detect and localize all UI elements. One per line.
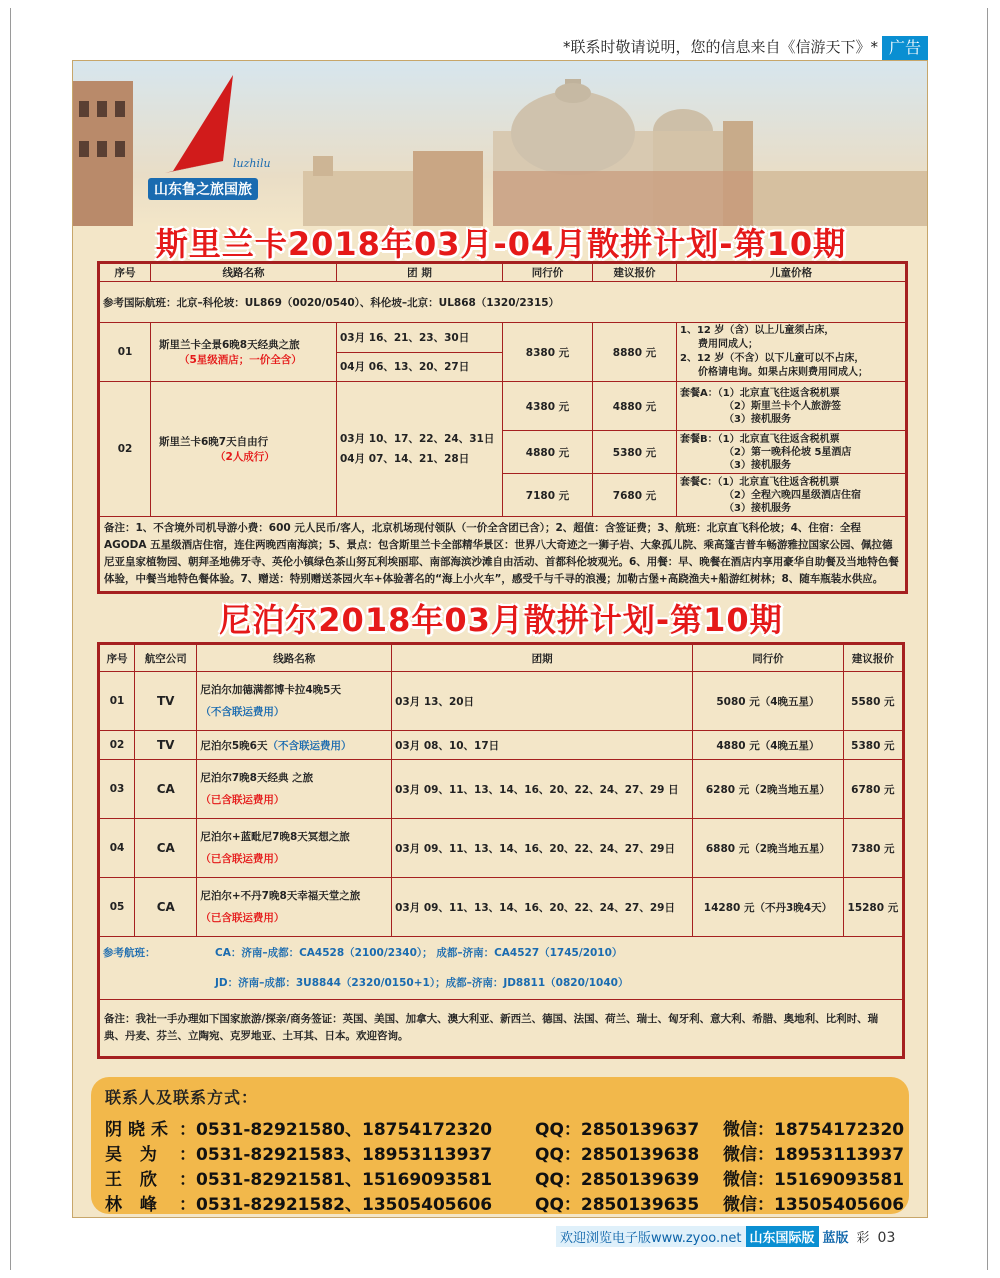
contact-row	[105, 1165, 905, 1190]
package-a	[677, 382, 907, 431]
col-header: 建议报价	[593, 263, 677, 282]
contact-row	[105, 1115, 905, 1140]
flight-ref-row	[99, 937, 904, 1000]
row-number: 05	[99, 878, 135, 937]
flight-line	[103, 938, 899, 968]
route-cell	[197, 878, 392, 937]
contact-qq: QQ：2850139635	[535, 1195, 700, 1215]
peer-price: 8380 元	[503, 323, 593, 382]
airline: TV	[135, 672, 197, 731]
table-row	[99, 382, 907, 431]
child-price-cell	[677, 323, 907, 382]
table-row	[99, 760, 904, 819]
contact-qq: QQ：2850139638	[535, 1145, 700, 1165]
row-number: 04	[99, 819, 135, 878]
ad-tag: 广告	[882, 36, 928, 60]
route-cell	[151, 323, 337, 382]
col-header: 线路名称	[197, 644, 392, 672]
col-header: 序号	[99, 644, 135, 672]
suggest-price: 5580 元	[843, 672, 903, 731]
nepal-table	[97, 642, 905, 1059]
route-cell	[197, 731, 392, 760]
contact-name: 吴 为	[105, 1145, 163, 1165]
airline: CA	[135, 819, 197, 878]
peer-price: 5080 元（4晚五星）	[693, 672, 844, 731]
route-sub: （2人成行）	[215, 451, 275, 463]
peer-price: 14280 元（不丹3晚4天）	[693, 878, 844, 937]
ad-card	[72, 60, 928, 1218]
route-sub: （已含联运费用）	[200, 912, 285, 924]
suggest-price: 5380 元	[593, 431, 677, 474]
package-line: 套餐C：（1）北京直飞往返含税机票	[680, 476, 840, 488]
flight-label: 参考航班：	[103, 947, 156, 959]
col-header: 同行价	[693, 644, 844, 672]
contact-wechat: 微信：13505405606	[723, 1195, 905, 1215]
row-number: 01	[99, 323, 151, 382]
footer-section: 山东国际版	[746, 1226, 819, 1247]
route-name: 尼泊尔7晚8天经典 之旅	[200, 772, 314, 784]
route-cell	[197, 819, 392, 878]
route-sub: （不含联运费用）	[200, 706, 285, 718]
route-sub: （5星级酒店；一价全含）	[179, 354, 302, 366]
footer-edition: 蓝版	[822, 1231, 849, 1246]
suggest-price: 8880 元	[593, 323, 677, 382]
row-number: 02	[99, 731, 135, 760]
package-line: （3）接机服务	[724, 413, 791, 425]
flight-ca: CA：济南–成都：CA4528（2100/2340）； 成都–济南：CA4527（1745/2010）	[215, 947, 623, 959]
page-footer	[556, 1226, 899, 1246]
date-line: 04月 07、14、21、28日	[340, 453, 470, 465]
col-header: 建议报价	[843, 644, 903, 672]
row-number: 03	[99, 760, 135, 819]
remark-row	[99, 1000, 904, 1058]
row-number: 02	[99, 382, 151, 517]
contact-phone: ：0531-82921580、18754172320	[179, 1120, 493, 1140]
col-header: 同行价	[503, 263, 593, 282]
peer-price: 4880 元	[503, 431, 593, 474]
contact-wechat: 微信：15169093581	[723, 1170, 905, 1190]
suggest-price: 15280 元	[843, 878, 903, 937]
package-line: （3）接机服务	[724, 459, 791, 471]
contact-qq: QQ：2850139637	[535, 1120, 700, 1140]
suggest-price: 7380 元	[843, 819, 903, 878]
route-sub: （不含联运费用）	[267, 739, 352, 752]
route-sub: （已含联运费用）	[200, 853, 285, 865]
route-name: 尼泊尔5晚6天	[200, 739, 268, 752]
child-note: 费用同成人；	[698, 339, 758, 350]
flight-ref-cell	[99, 937, 904, 1000]
suggest-price: 4880 元	[593, 382, 677, 431]
route-name: 尼泊尔加德满都博卡拉4晚5天	[200, 684, 341, 696]
child-note: 价格请电询。如果占床则费用同成人；	[698, 367, 868, 378]
peer-price: 6280 元（2晚当地五星）	[693, 760, 844, 819]
route-name: 斯里兰卡6晚7天自由行	[159, 436, 269, 448]
city-skyline-illustration	[73, 61, 928, 226]
airline: CA	[135, 760, 197, 819]
col-header: 团 期	[337, 263, 503, 282]
contact-qq: QQ：2850139639	[535, 1170, 700, 1190]
contact-name: 阴晓禾	[105, 1120, 174, 1140]
airline: CA	[135, 878, 197, 937]
nepal-remark: 备注：我社一手办理如下国家旅游/探亲/商务签证：英国、美国、加拿大、澳大利亚、新西兰、德国、法国、荷兰、瑞士、匈牙利、意大利、希腊、奥地利、比利时、瑞典、丹麦、芬兰、立陶宛、克罗地亚、土耳其、日本。欢迎咨询。	[99, 1000, 904, 1058]
package-b	[677, 431, 907, 474]
package-line: 套餐B：（1）北京直飞往返含税机票	[680, 433, 840, 445]
date-line: 03月 10、17、22、24、31日	[340, 433, 495, 445]
route-cell	[197, 672, 392, 731]
flight-jd: JD：济南–成都：3U8844（2320/0150+1）；成都–济南：JD8811（0820/1040）	[215, 977, 629, 989]
date-cell: 03月 08、10、17日	[392, 731, 693, 760]
contact-name: 林 峰	[105, 1195, 163, 1215]
suggest-price: 6780 元	[843, 760, 903, 819]
package-line: （3）接机服务	[724, 502, 791, 514]
peer-price: 4380 元	[503, 382, 593, 431]
srilanka-remark: 备注：1、不含境外司机导游小费：600 元人民币/客人，北京机场现付领队（一价全含团已含）；2、超值：含签证费；3、航班：北京直飞科伦坡；4、住宿：全程 AGODA 五星级酒店住宿，连住两晚西南海滨；5、景点：包含斯里兰卡全部精华景区：世界八大奇迹之一狮子岩、大象孤儿院、乘高篷吉普车畅游雅拉国家公园、佩拉德尼亚皇家植物园、朝拜圣地佛牙寺、英伦小镇绿色茶山努瓦利埃丽耶、南部海滨沙滩自由活动、首都科伦坡观光。6、用餐：早、晚餐在酒店内享用豪华自助餐及当地特色餐体验，中餐当地特色餐体验。7、赠送：特别赠送茶园火车+体验著名的“海上小火车”，感受千与千寻的浪漫；加勒古堡+高跷渔夫+船游红树林；8、随车瓶装水供应。	[99, 517, 907, 593]
package-line: （2）斯里兰卡个人旅游签	[724, 400, 841, 412]
child-note: 2、12 岁（不含）以下儿童可以不占床，	[680, 353, 865, 364]
table-row	[99, 672, 904, 731]
route-cell	[197, 760, 392, 819]
col-header: 儿童价格	[677, 263, 907, 282]
airline: TV	[135, 731, 197, 760]
contact-row	[105, 1190, 905, 1215]
col-header: 团期	[392, 644, 693, 672]
table-row	[99, 323, 907, 353]
remark-row	[99, 517, 907, 593]
date-cell: 03月 09、11、13、14、16、20、22、24、27、29 日	[392, 760, 693, 819]
route-sub: （已含联运费用）	[200, 794, 285, 806]
route-cell	[151, 382, 337, 517]
contact-phone: ：0531-82921582、13505405606	[179, 1195, 493, 1215]
srilanka-table	[97, 261, 908, 594]
flight-ref: 参考国际航班：北京–科伦坡：UL869（0020/0540）、科伦坡–北京：UL868（1320/2315）	[99, 282, 907, 323]
package-line: 套餐A：（1）北京直飞往返含税机票	[680, 387, 840, 399]
brand-logo-name: 山东鲁之旅国旅	[148, 178, 258, 200]
package-line: （2）第一晚科伦坡 5星酒店	[724, 446, 852, 458]
child-note: 1、12 岁（含）以上儿童须占床，	[680, 325, 835, 336]
date-cell: 03月 09、11、13、14、16、20、22、24、27、29日	[392, 819, 693, 878]
flight-ref-row	[99, 282, 907, 323]
table-header-row	[99, 263, 907, 282]
date-cell: 03月 16、21、23、30日	[337, 323, 503, 353]
footer-color: 彩	[856, 1231, 870, 1246]
suggest-price: 5380 元	[843, 731, 903, 760]
contact-wechat: 微信：18754172320	[723, 1120, 905, 1140]
date-cell: 03月 09、11、13、14、16、20、22、24、27、29日	[392, 878, 693, 937]
contact-name: 王 欣	[105, 1170, 163, 1190]
route-name: 尼泊尔+不丹7晚8天幸福天堂之旅	[200, 890, 361, 902]
table-row	[99, 878, 904, 937]
srilanka-title: 斯里兰卡2018年03月-04月散拼计划-第10期	[155, 225, 847, 263]
table-row	[99, 819, 904, 878]
peer-price: 4880 元（4晚五星）	[693, 731, 844, 760]
footer-site-link[interactable]: 欢迎浏览电子版www.zyoo.net	[556, 1226, 746, 1247]
date-cell	[337, 382, 503, 517]
source-note: *联系时敬请说明，您的信息来自《信游天下》*	[562, 38, 878, 56]
date-cell: 03月 13、20日	[392, 672, 693, 731]
nepal-title: 尼泊尔2018年03月散拼计划-第10期	[219, 601, 783, 639]
contact-wechat: 微信：18953113937	[723, 1145, 905, 1165]
contact-title: 联系人及联系方式：	[105, 1088, 259, 1107]
suggest-price: 7680 元	[593, 474, 677, 517]
banner-image	[73, 61, 928, 226]
route-name: 斯里兰卡全景6晚8天经典之旅	[159, 339, 300, 351]
package-line: （2）全程六晚四星级酒店住宿	[724, 489, 861, 501]
row-number: 01	[99, 672, 135, 731]
contact-phone: ：0531-82921581、15169093581	[179, 1170, 493, 1190]
peer-price: 6880 元（2晚当地五星）	[693, 819, 844, 878]
table-row	[99, 731, 904, 760]
contact-block	[91, 1077, 909, 1214]
route-name: 尼泊尔+蓝毗尼7晚8天冥想之旅	[200, 831, 350, 843]
contact-phone: ：0531-82921583、18953113937	[179, 1145, 493, 1165]
col-header: 序号	[99, 263, 151, 282]
date-cell: 04月 06、13、20、27日	[337, 352, 503, 382]
package-c	[677, 474, 907, 517]
col-header: 线路名称	[151, 263, 337, 282]
brand-logo-script: luzhilu	[233, 157, 271, 170]
peer-price: 7180 元	[503, 474, 593, 517]
col-header: 航空公司	[135, 644, 197, 672]
flight-line	[103, 968, 899, 998]
page-number: 03	[877, 1230, 896, 1246]
table-header-row	[99, 644, 904, 672]
contact-row	[105, 1140, 905, 1165]
